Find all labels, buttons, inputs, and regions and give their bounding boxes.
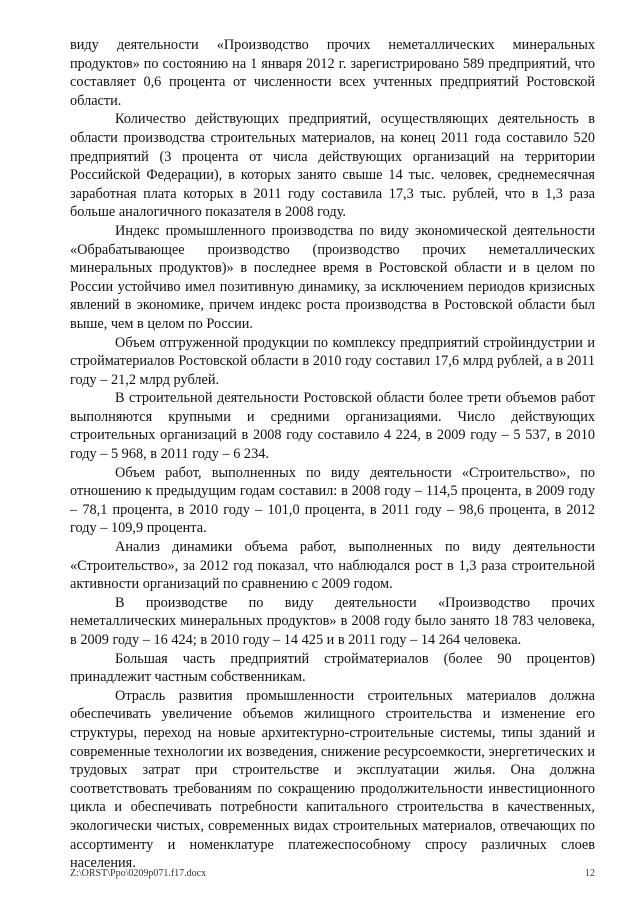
paragraph-4: Объем отгруженной продукции по комплексу предприятий стройиндустрии и стройматериалов Ростовской области в 2010 году составил 17,6 млрд рублей, а в 2011 году – 21,2 млрд рублей. <box>70 334 595 388</box>
page-number: 12 <box>585 868 595 879</box>
paragraph-1: виду деятельности «Производство прочих неметаллических минеральных продуктов» по состоянию на 1 января 2012 г. зарегистрировано 589 предприятий, что составляет 0,6 процента от численности всех учтенных предприятий Ростовской области. <box>70 37 595 109</box>
document-page <box>70 36 595 873</box>
paragraph-3: Индекс промышленного производства по виду экономической деятельности «Обрабатывающее производство (производство прочих неметаллических минеральных продуктов)» в последнее время в Ростовской области и в целом по России устойчиво имел позитивную динамику, за исключением периодов кризисных явлений в экономике, причем индекс роста производства в Ростовской области был выше, чем в целом по России. <box>70 222 595 332</box>
paragraph-8: В производстве по виду деятельности «Производство прочих неметаллических минеральных продуктов» в 2008 году было занято 18 783 человека, в 2009 году – 16 424; в 2010 году – 14 425 и в 2011 году – 14 264 человека. <box>70 594 595 648</box>
paragraph-2: Количество действующих предприятий, осуществляющих деятельность в области производства строительных материалов, на конец 2011 года составило 520 предприятий (3 процента от числа действующих организаций на территории Российской Федерации), в которых занято свыше 14 тыс. человек, среднемесячная заработная плата которых в 2011 году составила 17,3 тыс. рублей, что в 1,3 раза больше аналогичного показателя в 2008 году. <box>70 111 595 221</box>
paragraph-5: В строительной деятельности Ростовской области более трети объемов работ выполняются крупными и средними организациями. Число действующих строительных организаций в 2008 году составило 4 224, в 2009 году – 5 537, в 2010 году – 5 968, в 2011 году – 6 234. <box>70 390 595 463</box>
paragraph-10: Отрасль развития промышленности строительных материалов должна обеспечивать увеличение объемов жилищного строительства и изменение его структуры, переход на новые архитектурно-строительные системы, типы зданий и современные технологии их возведения, снижение ресурсоемкости, энергетических и трудовых затрат при строительстве и эксплуатации жилья. Она должна соответствовать требованиям по сокращению продолжительности инвестиционного цикла и обеспечивать потребности капитального строительства в качественных, экологически чистых, современных видах строительных материалов, отвечающих по ассортименту и номенклатуре платежеспособному спросу различных слоев населения. <box>70 687 595 872</box>
paragraph-7: Анализ динамики объема работ, выполненных по виду деятельности «Строительство», за 2012 год показал, что наблюдался рост в 1,3 раза строительной активности организаций по сравнению с 2009 годом. <box>70 539 595 593</box>
paragraph-9: Большая часть предприятий стройматериалов (более 90 процентов) принадлежит частным собственникам. <box>70 650 595 686</box>
paragraph-6: Объем работ, выполненных по виду деятельности «Строительство», по отношению к предыдущим годам составил: в 2008 году – 114,5 процента, в 2009 году – 78,1 процента, в 2010 году – 101,0 процента, в 2011 году – 98,6 процента, в 2012 году – 109,9 процента. <box>70 464 595 537</box>
file-path: Z:\ORST\Ppo\0209p071.f17.docx <box>70 868 207 879</box>
